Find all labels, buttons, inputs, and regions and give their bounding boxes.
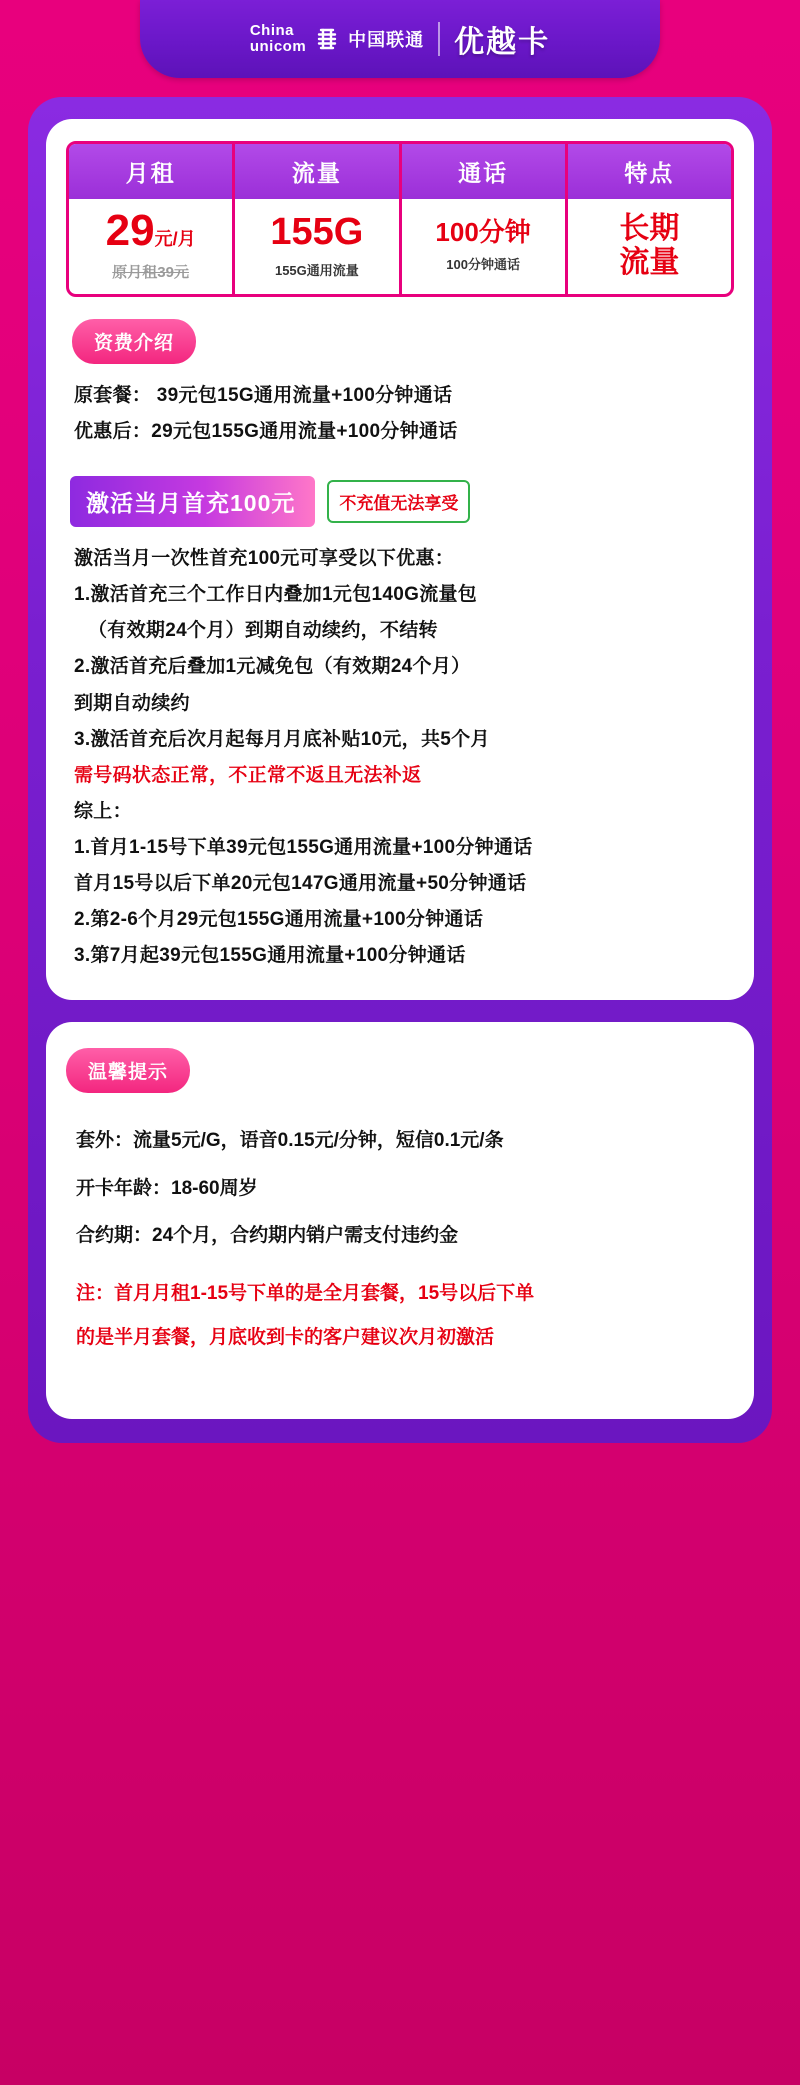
spec-body-voice xyxy=(402,199,565,294)
recharge-warning: 需号码状态正常，不正常不返且无法补返 xyxy=(74,764,422,786)
voice-sub: 100分钟通话 xyxy=(446,256,520,272)
summary-line-2: 首月15号以后下单20元包147G通用流量+50分钟通话 xyxy=(74,873,527,895)
content-frame xyxy=(28,97,772,1443)
brand-block xyxy=(250,23,424,55)
monthly-fee-value: 29 xyxy=(105,206,155,255)
spacer xyxy=(66,1093,734,1117)
brand-en-line1: China xyxy=(249,22,294,39)
tariff-section-label-wrap xyxy=(72,319,734,364)
price-line xyxy=(105,206,196,255)
main-panel xyxy=(46,119,754,1000)
tips-panel xyxy=(46,1022,754,1419)
tips-section-label: 温馨提示 xyxy=(66,1048,190,1093)
spacer-2 xyxy=(66,1260,734,1272)
tips-note-2: 的是半月套餐，月底收到卡的客户建议次月初激活 xyxy=(76,1326,495,1348)
recharge-item-1: 1.激活首充三个工作日内叠加1元包140G流量包 xyxy=(74,584,478,606)
tips-line-2: 开卡年龄：18-60周岁 xyxy=(76,1177,258,1199)
data-sub: 155G通用流量 xyxy=(274,262,359,278)
tips-section-label-wrap xyxy=(66,1048,734,1093)
tips-line-1: 套外：流量5元/G，语音0.15元/分钟，短信0.1元/条 xyxy=(76,1130,504,1152)
recharge-note: 不充值无法享受 xyxy=(327,480,470,523)
monthly-fee-unit: 元/月 xyxy=(154,229,196,249)
summary-line-1: 1.首月1-15号下单39元包155G通用流量+100分钟通话 xyxy=(74,836,533,858)
tips-line-3: 合约期：24个月，合约期内销户需支付违约金 xyxy=(76,1225,459,1247)
summary-line-3: 2.第2-6个月29元包155G通用流量+100分钟通话 xyxy=(74,909,484,931)
spec-column-data xyxy=(235,144,401,294)
recharge-intro: 激活当月一次性首充100元可享受以下优惠： xyxy=(74,548,455,570)
tariff-line-1: 原套餐： 39元包15G通用流量+100分钟通话 xyxy=(74,385,453,406)
spec-head-feature: 特点 xyxy=(568,144,731,199)
header-banner xyxy=(0,0,800,95)
spec-body-data xyxy=(235,199,398,294)
brand-cn-text: 中国联通 xyxy=(348,30,425,50)
recharge-item-3: 2.激活首充后叠加1元减免包（有效期24个月） xyxy=(74,656,471,678)
original-price: 原月租39元 xyxy=(112,264,189,281)
header-plate xyxy=(140,0,660,78)
spec-table xyxy=(66,141,734,297)
spec-column-feature xyxy=(568,144,731,294)
brand-en-text xyxy=(250,23,306,55)
spec-body-monthly-fee xyxy=(69,199,232,294)
tariff-line-2: 优惠后：29元包155G通用流量+100分钟通话 xyxy=(74,421,458,443)
spec-head-monthly-fee: 月租 xyxy=(69,144,232,199)
spec-column-monthly-fee xyxy=(69,144,235,294)
recharge-banner: 激活当月首充100元 xyxy=(70,476,315,527)
recharge-item-4: 到期自动续约 xyxy=(74,692,190,714)
recharge-row xyxy=(70,476,734,527)
feature-line1: 长期 xyxy=(619,211,680,245)
brand-en-line2: unicom xyxy=(249,38,307,55)
summary-line-4: 3.第7月起39元包155G通用流量+100分钟通话 xyxy=(74,945,466,967)
summary-label: 综上： xyxy=(74,800,132,822)
page-title: 优越卡 xyxy=(454,26,551,59)
header-divider xyxy=(438,22,440,56)
spec-head-data: 流量 xyxy=(235,144,398,199)
voice-value: 100分钟 xyxy=(435,216,531,247)
recharge-item-2: （有效期24个月）到期自动续约，不结转 xyxy=(88,620,438,642)
data-value: 155G xyxy=(270,210,364,253)
spec-head-voice: 通话 xyxy=(402,144,565,199)
spec-column-voice xyxy=(402,144,568,294)
feature-line2: 流量 xyxy=(619,245,680,279)
tariff-section-label: 资费介绍 xyxy=(72,319,196,364)
tips-note-1: 注：首月月租1-15号下单的是全月套餐，15号以后下单 xyxy=(76,1282,535,1304)
china-unicom-logo-icon xyxy=(314,26,340,52)
spec-body-feature xyxy=(568,199,731,294)
recharge-item-5: 3.激活首充后次月起每月月底补贴10元，共5个月 xyxy=(74,728,490,750)
